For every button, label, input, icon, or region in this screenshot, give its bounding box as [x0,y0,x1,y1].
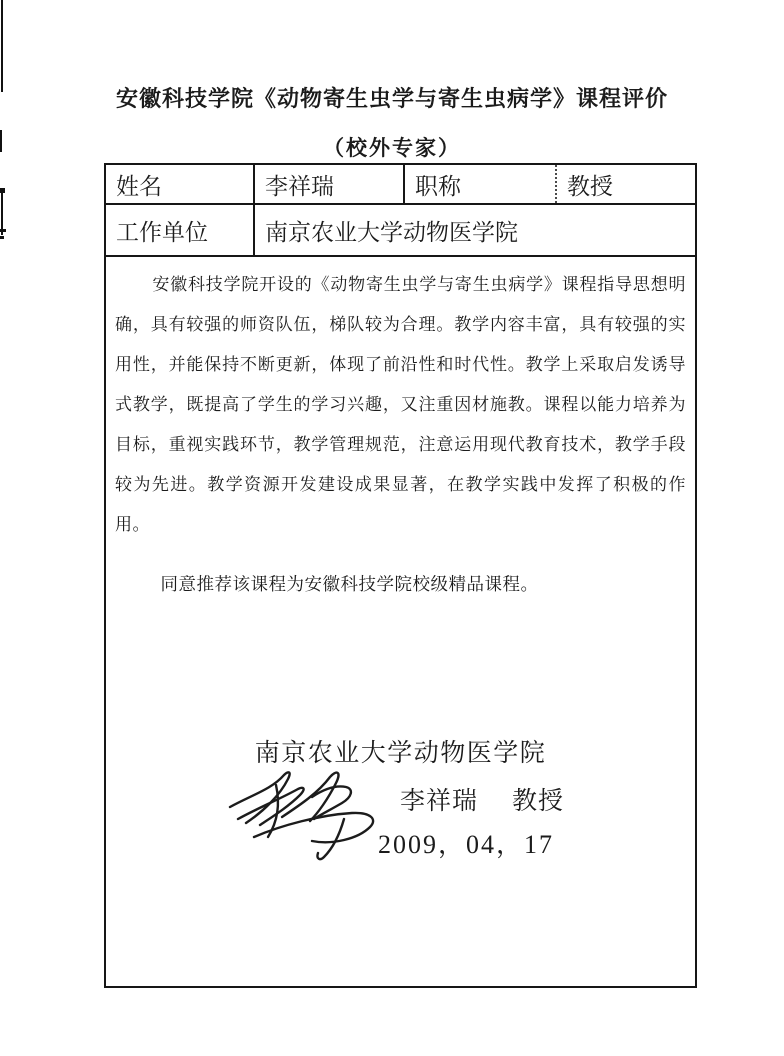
table-row [106,165,695,205]
name-value-cell: 李祥瑞 [255,165,405,203]
signature-image [224,763,402,863]
title-label-cell: 职称 [415,173,461,199]
evaluation-box [104,257,697,988]
scan-artifact [0,229,6,232]
signature-date: 2009，04，17 [378,830,555,859]
signer-title: 教授 [512,788,565,815]
evaluation-paragraph: 安徽科技学院开设的《动物寄生虫学与寄生虫病学》课程指导思想明确，具有较强的师资队伍，梯队较为合理。教学内容丰富，具有较强的实用性，并能保持不断更新，体现了前沿性和时代性。教学上采取启发诱导式教学，既提高了学生的学习兴趣，又注重因材施教。课程以能力培养为目标，重视实践环节，教学管理规范，注意运用现代教育技术，教学手段较为先进。教学资源开发建设成果显著，在教学实践中发挥了积极的作用。 [115,275,686,534]
page-title: 安徽科技学院《动物寄生虫学与寄生虫病学》课程评价 [115,86,668,111]
unit-value-cell: 南京农业大学动物医学院 [265,219,518,245]
info-table [104,163,697,257]
signer-line [400,781,564,817]
scan-artifact [0,236,4,239]
signer-name: 李祥瑞 [400,788,479,815]
page-subtitle: （校外专家） [323,136,461,160]
table-row [106,205,695,255]
unit-label-cell: 工作单位 [106,205,255,255]
signer-organization: 南京农业大学动物医学院 [254,740,547,767]
scan-artifact [1,0,3,92]
name-label-cell: 姓名 [106,165,255,203]
recommendation-paragraph: 同意推荐该课程为安徽科技学院校级精品课程。 [160,574,539,594]
title-value-cell: 教授 [555,165,695,203]
